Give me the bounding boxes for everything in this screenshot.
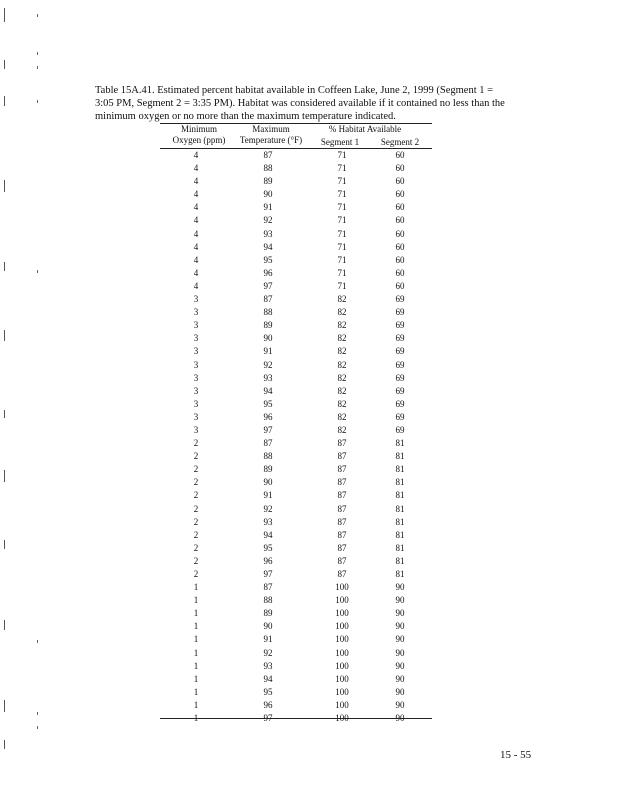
table-row [160,188,432,201]
cell-segment-2: 69 [395,320,405,331]
cell-min-oxygen: 3 [193,346,199,357]
cell-segment-2: 60 [395,267,405,278]
table-row [160,660,432,673]
table-row [160,594,432,607]
cell-max-temperature: 88 [263,451,273,462]
cell-max-temperature: 88 [263,163,273,174]
cell-max-temperature: 93 [263,660,273,671]
cell-segment-2: 81 [395,555,405,566]
cell-segment-1: 87 [337,569,347,579]
cell-segment-1: 100 [335,634,349,645]
cell-segment-1: 100 [335,595,349,606]
cell-min-oxygen: 2 [193,451,199,462]
table-row [160,372,432,385]
cell-max-temperature: 91 [263,634,273,645]
cell-max-temperature: 90 [263,333,273,344]
cell-min-oxygen: 2 [193,490,199,501]
cell-segment-1: 87 [337,516,347,527]
cell-min-oxygen: 1 [193,608,199,619]
cell-min-oxygen: 3 [193,294,199,305]
cell-min-oxygen: 1 [193,621,199,632]
cell-segment-1: 87 [337,542,347,553]
cell-segment-2: 81 [395,529,405,540]
cell-max-temperature: 94 [263,673,273,684]
cell-segment-1: 100 [335,660,349,671]
cell-segment-2: 69 [395,294,405,305]
cell-segment-2: 90 [395,660,405,671]
cell-max-temperature: 90 [263,477,273,488]
cell-min-oxygen: 2 [193,529,199,540]
table-row [160,476,432,489]
table-row [160,607,432,620]
cell-segment-1: 82 [337,424,347,435]
cell-min-oxygen: 1 [193,660,199,671]
cell-segment-1: 82 [337,333,347,344]
cell-segment-1: 100 [335,699,349,710]
cell-segment-1: 87 [337,438,347,449]
cell-max-temperature: 89 [263,464,273,475]
table-row [160,424,432,437]
cell-min-oxygen: 2 [193,503,199,514]
cell-segment-2: 69 [395,307,405,318]
header-seg1-label: Segment 1 [320,137,360,147]
cell-min-oxygen: 3 [193,333,199,344]
cell-segment-2: 90 [395,595,405,606]
cell-min-oxygen: 1 [193,699,199,710]
cell-segment-1: 71 [337,241,347,252]
cell-min-oxygen: 4 [193,228,199,239]
cell-min-oxygen: 4 [193,176,199,187]
table-bottom-rule [160,718,432,719]
table-row [160,647,432,660]
cell-segment-2: 90 [395,634,405,645]
header-min-line1: Minimum [180,124,217,134]
cell-segment-1: 87 [337,477,347,488]
cell-segment-2: 60 [395,202,405,213]
table-row [160,699,432,712]
header-maximum-temperature [232,124,310,146]
cell-min-oxygen: 1 [193,634,199,645]
cell-segment-2: 81 [395,490,405,501]
cell-segment-1: 71 [337,189,347,200]
cell-max-temperature: 90 [263,189,273,200]
cell-segment-2: 60 [395,215,405,226]
cell-segment-2: 69 [395,372,405,383]
table-row [160,385,432,398]
cell-max-temperature: 87 [263,438,273,449]
cell-segment-1: 71 [337,254,347,265]
cell-segment-1: 87 [337,503,347,514]
table-row [160,267,432,280]
table-row [160,149,432,162]
cell-min-oxygen: 2 [193,542,199,553]
cell-max-temperature: 93 [263,516,273,527]
cell-segment-1: 82 [337,385,347,396]
cell-segment-2: 69 [395,359,405,370]
cell-min-oxygen: 4 [193,150,199,160]
cell-segment-2: 81 [395,569,405,579]
header-habitat-available: % Habitat Available [328,124,402,134]
cell-min-oxygen: 2 [193,569,199,579]
cell-max-temperature: 92 [263,647,273,658]
table-row [160,673,432,686]
cell-segment-2: 69 [395,398,405,409]
header-max-line1: Maximum [252,124,290,134]
cell-segment-2: 69 [395,385,405,396]
cell-segment-1: 87 [337,529,347,540]
table-row [160,503,432,516]
cell-max-temperature: 94 [263,385,273,396]
table-row [160,228,432,241]
cell-segment-2: 90 [395,582,405,593]
table-row [160,254,432,267]
table-row [160,306,432,319]
cell-min-oxygen: 2 [193,477,199,488]
cell-min-oxygen: 3 [193,385,199,396]
table-row [160,529,432,542]
cell-min-oxygen: 1 [193,595,199,606]
page-number: 15 - 55 [500,749,532,761]
cell-min-oxygen: 2 [193,438,199,449]
cell-segment-2: 81 [395,516,405,527]
cell-min-oxygen: 3 [193,307,199,318]
cell-segment-2: 69 [395,411,405,422]
cell-segment-1: 87 [337,451,347,462]
cell-max-temperature: 97 [263,713,273,724]
cell-max-temperature: 93 [263,228,273,239]
cell-min-oxygen: 4 [193,280,199,291]
cell-max-temperature: 93 [263,372,273,383]
header-segment-2 [368,137,432,148]
cell-max-temperature: 97 [263,424,273,435]
cell-min-oxygen: 3 [193,398,199,409]
header-max-line2: Temperature (°F) [239,135,303,145]
cell-max-temperature: 89 [263,320,273,331]
cell-max-temperature: 89 [263,176,273,187]
cell-segment-2: 60 [395,241,405,252]
cell-segment-2: 90 [395,699,405,710]
header-minimum-oxygen [160,124,238,146]
cell-min-oxygen: 2 [193,555,199,566]
table-row [160,175,432,188]
cell-min-oxygen: 3 [193,359,199,370]
cell-max-temperature: 89 [263,608,273,619]
table-caption [95,84,545,123]
cell-segment-2: 90 [395,621,405,632]
cell-segment-2: 60 [395,254,405,265]
table-body [160,149,432,725]
cell-segment-2: 60 [395,176,405,187]
table-row [160,555,432,568]
cell-min-oxygen: 3 [193,424,199,435]
table-row [160,450,432,463]
scan-edge-dots [36,0,40,800]
cell-min-oxygen: 4 [193,163,199,174]
table-row [160,398,432,411]
cell-segment-1: 100 [335,608,349,619]
cell-max-temperature: 97 [263,569,273,579]
cell-segment-2: 69 [395,424,405,435]
cell-segment-2: 90 [395,647,405,658]
cell-segment-1: 87 [337,555,347,566]
cell-max-temperature: 92 [263,359,273,370]
table-row [160,345,432,358]
cell-segment-2: 60 [395,280,405,291]
cell-segment-1: 82 [337,398,347,409]
table-row [160,463,432,476]
cell-min-oxygen: 3 [193,411,199,422]
cell-min-oxygen: 1 [193,713,199,724]
cell-segment-2: 69 [395,333,405,344]
cell-max-temperature: 88 [263,307,273,318]
cell-segment-1: 71 [337,163,347,174]
table-row [160,437,432,450]
cell-segment-1: 82 [337,294,347,305]
table-row [160,516,432,529]
cell-segment-1: 100 [335,713,349,724]
cell-segment-2: 81 [395,464,405,475]
table-row [160,581,432,594]
cell-min-oxygen: 4 [193,215,199,226]
cell-segment-2: 90 [395,608,405,619]
table-row [160,620,432,633]
cell-segment-1: 100 [335,686,349,697]
cell-segment-1: 87 [337,490,347,501]
cell-min-oxygen: 1 [193,686,199,697]
cell-segment-1: 71 [337,215,347,226]
table-row [160,633,432,646]
cell-segment-1: 82 [337,320,347,331]
caption-line-2: 3:05 PM, Segment 2 = 3:35 PM). Habitat was considered available if it contained no less than the [95,98,505,109]
cell-segment-2: 60 [395,228,405,239]
cell-max-temperature: 90 [263,621,273,632]
cell-segment-1: 82 [337,411,347,422]
cell-segment-1: 100 [335,673,349,684]
caption-line-3: minimum oxygen or no more than the maximum temperature indicated. [95,111,396,122]
table-row [160,686,432,699]
cell-max-temperature: 91 [263,490,273,501]
cell-max-temperature: 96 [263,555,273,566]
cell-max-temperature: 91 [263,202,273,213]
table-row [160,280,432,293]
cell-segment-2: 60 [395,150,405,160]
cell-segment-1: 71 [337,202,347,213]
cell-max-temperature: 87 [263,150,273,160]
cell-segment-2: 90 [395,673,405,684]
cell-segment-2: 69 [395,346,405,357]
cell-max-temperature: 95 [263,686,273,697]
cell-min-oxygen: 2 [193,464,199,475]
cell-segment-2: 81 [395,451,405,462]
cell-max-temperature: 94 [263,529,273,540]
cell-min-oxygen: 1 [193,673,199,684]
cell-min-oxygen: 1 [193,582,199,593]
cell-segment-1: 71 [337,280,347,291]
cell-max-temperature: 96 [263,267,273,278]
cell-segment-2: 81 [395,503,405,514]
cell-segment-1: 100 [335,621,349,632]
cell-segment-1: 87 [337,464,347,475]
cell-max-temperature: 95 [263,254,273,265]
cell-min-oxygen: 4 [193,189,199,200]
table-row [160,411,432,424]
cell-max-temperature: 87 [263,294,273,305]
cell-min-oxygen: 3 [193,320,199,331]
cell-segment-1: 71 [337,176,347,187]
table-row [160,201,432,214]
cell-segment-1: 82 [337,372,347,383]
table-row [160,359,432,372]
cell-min-oxygen: 4 [193,267,199,278]
header-segment-1 [310,137,370,148]
header-min-line2: Oxygen (ppm) [172,135,226,145]
cell-min-oxygen: 2 [193,516,199,527]
cell-segment-2: 81 [395,438,405,449]
cell-max-temperature: 94 [263,241,273,252]
cell-max-temperature: 88 [263,595,273,606]
cell-segment-1: 82 [337,359,347,370]
cell-segment-1: 82 [337,346,347,357]
cell-max-temperature: 91 [263,346,273,357]
cell-min-oxygen: 4 [193,254,199,265]
table-row [160,293,432,306]
cell-segment-1: 100 [335,582,349,593]
table-row [160,162,432,175]
cell-segment-1: 71 [337,267,347,278]
cell-max-temperature: 95 [263,542,273,553]
cell-segment-2: 81 [395,477,405,488]
table-row [160,241,432,254]
table-row [160,542,432,555]
table-row [160,214,432,227]
cell-segment-1: 71 [337,150,347,160]
cell-segment-1: 71 [337,228,347,239]
cell-min-oxygen: 1 [193,647,199,658]
cell-max-temperature: 96 [263,411,273,422]
cell-max-temperature: 95 [263,398,273,409]
cell-max-temperature: 96 [263,699,273,710]
header-seg2-label: Segment 2 [380,137,420,147]
table-row [160,332,432,345]
cell-max-temperature: 92 [263,215,273,226]
cell-segment-2: 60 [395,189,405,200]
cell-min-oxygen: 3 [193,372,199,383]
cell-max-temperature: 92 [263,503,273,514]
cell-min-oxygen: 4 [193,202,199,213]
cell-segment-1: 82 [337,307,347,318]
cell-segment-2: 81 [395,542,405,553]
cell-segment-2: 60 [395,163,405,174]
table-row [160,319,432,332]
scan-margin-marks [0,0,14,800]
cell-min-oxygen: 4 [193,241,199,252]
cell-segment-1: 100 [335,647,349,658]
table-row [160,568,432,581]
caption-line-1: Table 15A.41. Estimated percent habitat available in Coffeen Lake, June 2, 1999 (Segment 1 = [95,85,494,96]
table-row [160,489,432,502]
cell-max-temperature: 97 [263,280,273,291]
cell-max-temperature: 87 [263,582,273,593]
cell-segment-2: 90 [395,713,405,724]
cell-segment-2: 90 [395,686,405,697]
